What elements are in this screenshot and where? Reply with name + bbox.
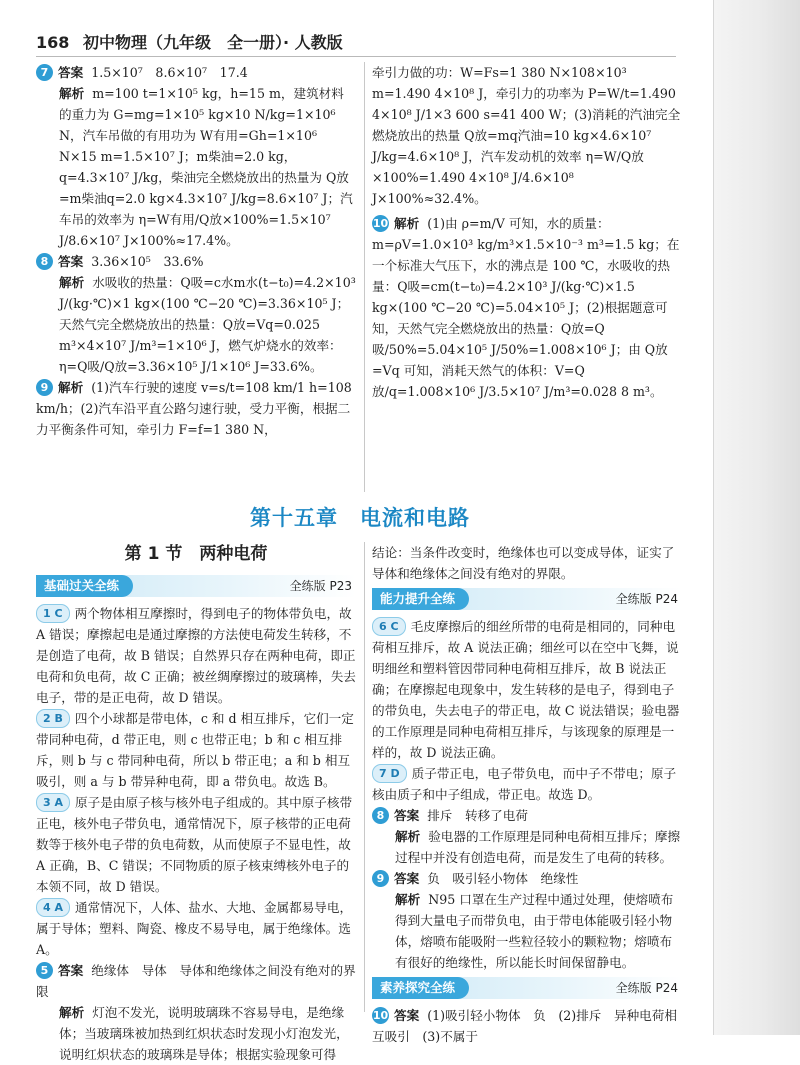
question-number: 8	[36, 253, 53, 270]
explanation-9-continued	[372, 62, 682, 209]
question-number: 5	[36, 962, 53, 979]
question-number: 7	[36, 64, 53, 81]
explanation-9	[36, 377, 356, 440]
book-title: 初中物理（九年级 全一册）· 人教版	[82, 33, 343, 52]
answer-label: 答案	[394, 871, 420, 886]
column-divider	[364, 62, 365, 492]
band-label: 能力提升全练	[372, 588, 469, 610]
answer-10	[372, 1005, 682, 1047]
item-text: 四个小球都是带电体，c 和 d 相互排斥，它们一定带同种电荷，d 带正电，则 c 也带正电；b 和 c 相互排斥，则 b 与 c 带同种电荷，所以 b 带正电；a 和 b 相互吸引，则 a 与 b 带异种电荷，即 a 带负电。故选 B。	[36, 711, 354, 789]
answer-7	[36, 62, 356, 83]
question-tag: 6 C	[372, 617, 406, 636]
explanation-text: m=100 t=1×10⁵ kg，h=15 m，建筑材料的重力为 G=mg=1×10⁵ kg×10 N/kg=1×10⁶ N，汽车吊做的有用功为 W有用=Gh=1×10⁶ N×15 m=1.5×10⁷ J；m柴油=2.0 kg，q=4.3×10⁷ J/kg，柴油完全燃烧放出的热量为 Q放=m柴油q=2.0 kg×4.3×10⁷ J/kg=8.6×10⁷ J；汽车吊的效率为 η=W有用/Q放×100%=1.5×10⁷ J/8.6×10⁷ J×100%≈17.4%。	[59, 86, 353, 248]
explanation-text: 验电器的工作原理是同种电荷相互排斥；摩擦过程中并没有创造电荷，而是发生了电荷的转移。	[395, 829, 681, 865]
item-4	[36, 897, 356, 960]
ability-practice-band	[372, 588, 682, 610]
question-number: 10	[372, 217, 389, 230]
band-label: 基础过关全练	[36, 575, 133, 597]
item-7	[372, 763, 682, 805]
item-text: 质子带正电，电子带负电，而中子不带电；原子核由质子和中子组成，带正电。故选 D。	[372, 766, 677, 802]
page-header	[36, 30, 676, 53]
band-ref: 全练版 P24	[615, 981, 678, 995]
explanation-label: 解析	[395, 829, 421, 844]
question-number: 9	[372, 870, 389, 887]
left-bottom-column	[36, 542, 356, 1065]
explanation-text: 牵引力做的功：W=Fs=1 380 N×108×10³ m=1.490 4×10⁸ J，牵引力的功率为 P=W/t=1.490 4×10⁸ J/1×3 600 s=41 400 W；(3)消耗的汽油完全燃烧放出的热量 Q放=mq汽油=10 kg×4.6×10⁷ J/kg=4.6×10⁸ J，汽车发动机的效率 η=W/Q放×100%=1.490 4×10⁸ J/4.6×10⁸ J×100%≈32.4%。	[372, 65, 681, 206]
explanation-10	[372, 213, 682, 402]
explanation-label: 解析	[394, 216, 420, 231]
explanation-text: 灯泡不发光，说明玻璃珠不容易导电，是绝缘体；当玻璃珠被加热到红炽状态时发现小灯泡发光，说明红炽状态的玻璃珠是导体；根据实验现象可得	[59, 1005, 349, 1062]
basic-practice-band	[36, 575, 356, 597]
column-divider	[364, 542, 365, 1012]
question-tag: 2 B	[36, 709, 70, 728]
answer-text: 排斥 转移了电荷	[427, 808, 528, 823]
answer-9	[372, 868, 682, 889]
item-text: 毛皮摩擦后的细丝所带的电荷是相同的，同种电荷相互排斥，故 A 说法正确；细丝可以在空中飞舞，说明细丝和塑料管因带同种电荷相互排斥，故 B 说法正确；在摩擦起电现象中，发生转移的是电子，得到电子的带负电，失去电子的带正电，故 C 说法错误；验电器的工作原理是同种电荷相互排斥，与该现象的原理是一样的，故 D 说法正确。	[372, 619, 680, 760]
explanation-label: 解析	[59, 1005, 85, 1020]
explanation-7	[36, 83, 356, 251]
item-text: 原子是由原子核与核外电子组成的。其中原子核带正电，核外电子带负电，通常情况下，原子核带的正电荷数等于核外电子带的负电荷数，从而使原子不显电性，故 A 正确，B、C 错误；不同物质的原子核束缚核外电子的本领不同，故 D 错误。	[36, 795, 353, 894]
conclusion-text: 结论：当条件改变时，绝缘体也可以变成导体，证实了导体和绝缘体之间没有绝对的界限。	[372, 545, 675, 581]
answer-8	[36, 251, 356, 272]
right-bottom-column	[372, 542, 682, 1047]
band-ref: 全练版 P23	[289, 579, 352, 593]
explanation-8	[36, 272, 356, 377]
left-top-column	[36, 62, 356, 440]
question-number: 10	[372, 1009, 389, 1022]
answer-text: 负 吸引轻小物体 绝缘性	[427, 871, 579, 886]
item-6	[372, 616, 682, 763]
explanation-8	[372, 826, 682, 868]
question-tag: 3 A	[36, 793, 70, 812]
explanation-text: (1)汽车行驶的速度 v=s/t=108 km/1 h=108 km/h；(2)汽车沿平直公路匀速行驶，受力平衡，根据二力平衡条件可知，牵引力 F=f=1 380 N，	[36, 380, 352, 437]
explanation-label: 解析	[58, 380, 84, 395]
answer-8	[372, 805, 682, 826]
item-text: 两个物体相互摩擦时，得到电子的物体带负电，故 A 错误；摩擦起电是通过摩擦的方法使电荷发生转移，不是创造了电荷，故 B 错误；自然界只存在两种电荷，即正电荷和负电荷，故 C 正确；被丝绸摩擦过的玻璃棒，失去电子，带的是正电荷，故 D 错误。	[36, 606, 356, 705]
item-3	[36, 792, 356, 897]
page-edge	[713, 0, 800, 1035]
answer-text: (1)吸引轻小物体 负 (2)排斥 异种电荷相互吸引 (3)不属于	[372, 1008, 677, 1044]
item-1	[36, 603, 356, 708]
question-tag: 7 D	[372, 764, 407, 783]
explanation-text: N95 口罩在生产过程中通过处理，使熔喷布得到大量电子而带负电，由于带电体能吸引轻小物体，熔喷布能吸附一些粒径较小的颗粒物；熔喷布有很好的绝缘性，所以能长时间保留静电。	[395, 892, 674, 970]
band-label: 素养探究全练	[372, 977, 469, 999]
answer-text: 绝缘体 导体 导体和绝缘体之间没有绝对的界限	[36, 963, 356, 999]
literacy-explore-band	[372, 977, 682, 999]
answer-label: 答案	[58, 963, 84, 978]
explanation-label: 解析	[59, 275, 85, 290]
explanation-text: (1)由 ρ=m/V 可知，水的质量：m=ρV=1.0×10³ kg/m³×1.5×10⁻³ m³=1.5 kg；在一个标准大气压下，水的沸点是 100 ℃，水吸收的热量：Q吸=cm(t−t₀)=4.2×10³ J/(kg·℃)×1.5 kg×(100 ℃−20 ℃)=5.04×10⁵ J；(2)根据题意可知，天然气完全燃烧放出的热量：Q放=Q吸/50%=5.04×10⁵ J/50%=1.008×10⁶ J；由 Q放=Vq 可知，消耗天然气的体积：V=Q放/q=1.008×10⁶ J/3.5×10⁷ J/m³=0.028 8 m³。	[372, 216, 680, 399]
right-top-column	[372, 62, 682, 402]
page-number: 168	[36, 33, 70, 52]
explanation-label: 解析	[59, 86, 85, 101]
explanation-5	[36, 1002, 356, 1065]
section-title: 第 1 节 两种电荷	[124, 544, 268, 564]
header-rule	[36, 56, 676, 57]
item-2	[36, 708, 356, 792]
explanation-text: 水吸收的热量：Q吸=c水m水(t−t₀)=4.2×10³ J/(kg·℃)×1 kg×(100 ℃−20 ℃)=3.36×10⁵ J；天然气完全燃烧放出的热量：Q放=Vq=0.025 m³×4×10⁷ J/m³=1×10⁶ J，燃气炉烧水的效率：η=Q吸/Q放=3.36×10⁵ J/1×10⁶ J=33.6%。	[59, 275, 356, 374]
answer-text: 3.36×10⁵ 33.6%	[91, 254, 204, 269]
explanation-label: 解析	[395, 892, 421, 907]
item-text: 通常情况下，人体、盐水、大地、金属都易导电，属于导体；塑料、陶瓷、橡皮不易导电，属于绝缘体。选 A。	[36, 900, 353, 957]
question-number: 8	[372, 807, 389, 824]
answer-label: 答案	[394, 1008, 420, 1023]
chapter-title: 第十五章 电流和电路	[250, 506, 470, 530]
question-tag: 4 A	[36, 898, 70, 917]
explanation-9	[372, 889, 682, 973]
answer-text: 1.5×10⁷ 8.6×10⁷ 17.4	[91, 65, 248, 80]
question-tag: 1 C	[36, 604, 70, 623]
answer-label: 答案	[58, 65, 84, 80]
answer-label: 答案	[58, 254, 84, 269]
answer-5	[36, 960, 356, 1002]
answer-label: 答案	[394, 808, 420, 823]
question-number: 9	[36, 379, 53, 396]
band-ref: 全练版 P24	[615, 592, 678, 606]
